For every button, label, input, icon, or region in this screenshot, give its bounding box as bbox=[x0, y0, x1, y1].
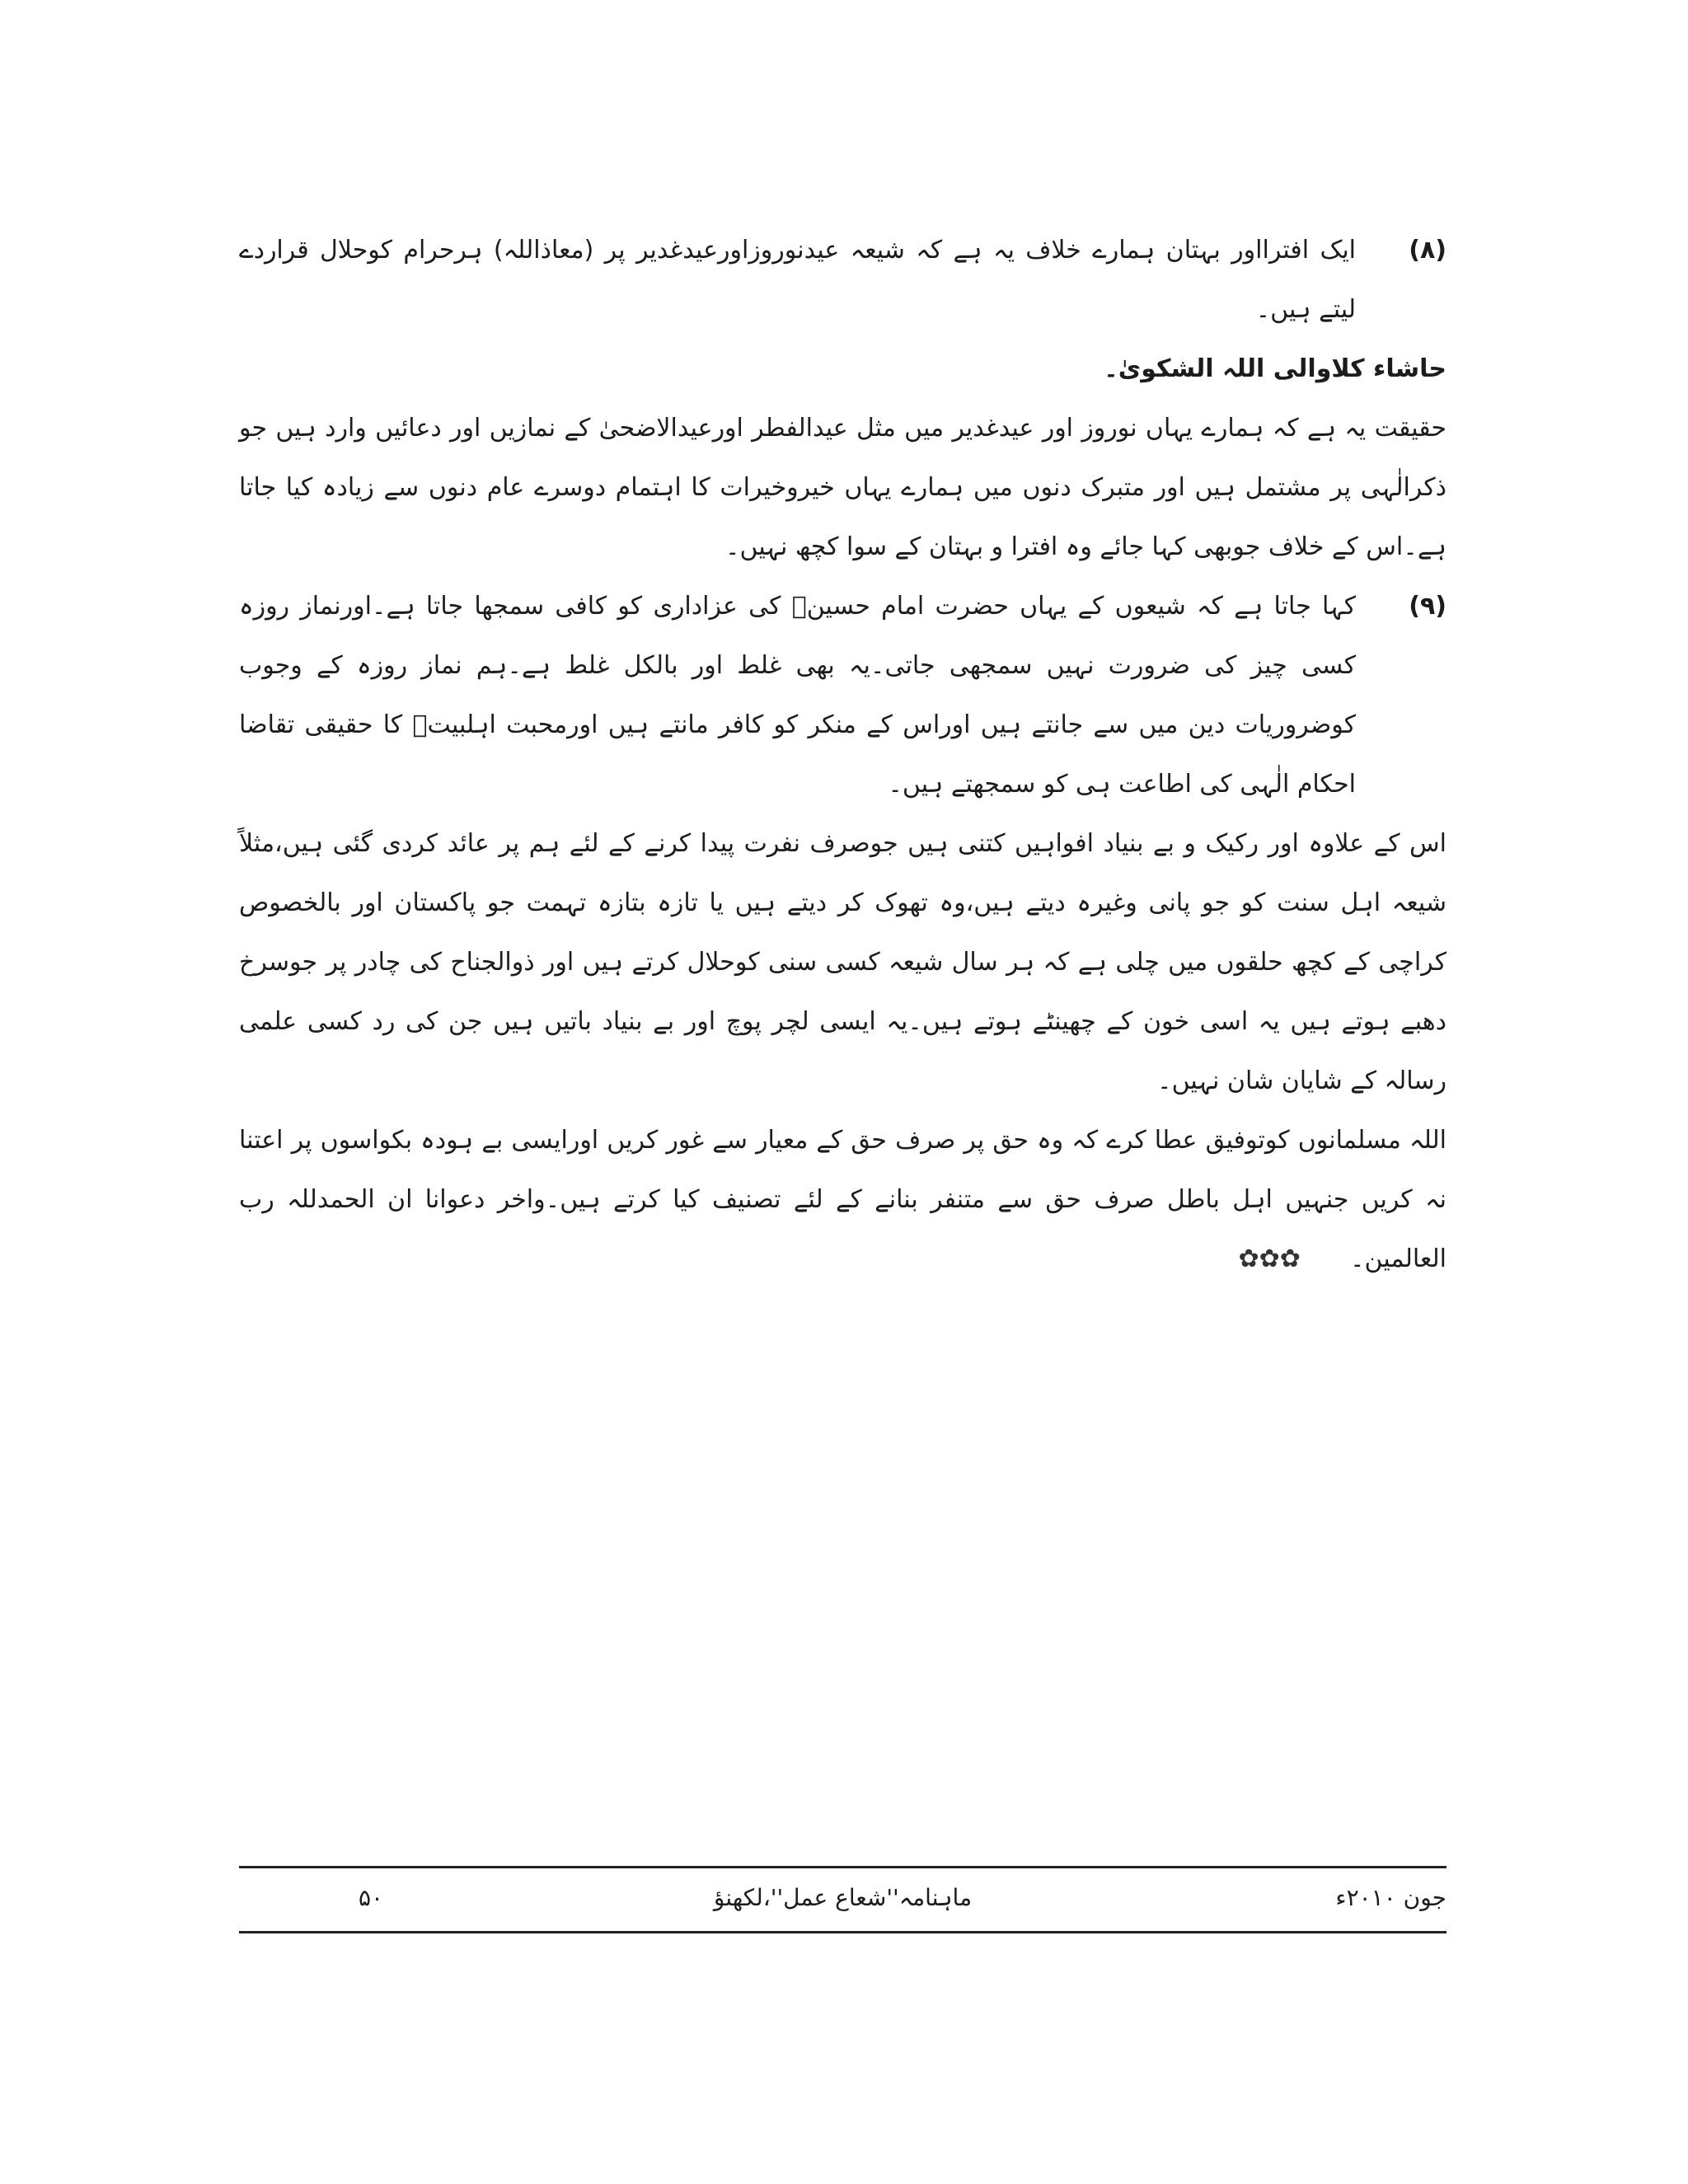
footer-journal-name: ماہنامہ''شعاع عمل''،لکھنؤ bbox=[713, 1884, 973, 1911]
paragraph-8-text: ایک افترااور بہتان ہمارے خلاف یہ ہے کہ شیعہ عیدنوروزاورعیدغدیر پر (معاذاللہ) ہرحرام کوحلال قراردے لیتے ہیں۔ bbox=[239, 236, 1356, 324]
exclamation-line: حاشاء کلاوالی اللہ الشکویٰ۔ bbox=[1104, 354, 1447, 383]
page-number: ۵۰ bbox=[359, 1884, 384, 1911]
paragraph-9 bbox=[239, 577, 1447, 814]
paragraph-number-9: (۹) bbox=[1409, 592, 1447, 621]
paragraph-9-text: کہا جاتا ہے کہ شیعوں کے یہاں حضرت امام حسینؑ کی عزاداری کو کافی سمجھا جاتا ہے۔اورنماز روزہ کسی چیز کی ضرورت نہیں سمجھی جاتی۔یہ بھی غلط اور بالکل غلط ہے۔ہم نماز روزہ کے وجوب کوضروریات دین میں سے جانتے ہیں اوراس کے منکر کو کافر مانتے ہیں اورمحبت اہلبیتؑ کا حقیقی تقاضا احکام الٰہی کی اطاعت ہی کو سمجھتے ہیں۔ bbox=[239, 592, 1356, 799]
paragraph-closing bbox=[239, 1111, 1447, 1289]
footer-top-rule bbox=[239, 1866, 1447, 1868]
footer-bottom-rule bbox=[239, 1931, 1447, 1933]
footer-issue-date: جون ۲۰۱۰ء bbox=[1335, 1884, 1447, 1911]
page-footer bbox=[239, 1876, 1447, 1925]
paragraph-rumors: اس کے علاوہ اور رکیک و بے بنیاد افواہیں کتنی ہیں جوصرف نفرت پیدا کرنے کے لئے ہم پر عائد کردی گئی ہیں،مثلاً شیعہ اہل سنت کو جو پانی وغیرہ دیتے ہیں،وہ تھوک کر دیتے ہیں یا تازہ بتازہ تہمت جو پاکستان اور بالخصوص کراچی کے کچھ حلقوں میں چلی ہے کہ ہر سال شیعہ کسی سنی کوحلال کرتے ہیں اور ذوالجناح کی چادر پر جوسرخ دھبے ہوتے ہیں یہ اسی خون کے چھینٹے ہوتے ہیں۔یہ ایسی لچر پوچ اور بے بنیاد باتیں ہیں جن کی رد کسی علمی رسالہ کے شایان شان نہیں۔ bbox=[239, 829, 1447, 1095]
closing-text: اللہ مسلمانوں کوتوفیق عطا کرے کہ وہ حق پر صرف حق کے معیار سے غور کریں اورایسی بے ہودہ بکواسوں پر اعتنا نہ کریں جنہیں اہل باطل صرف حق سے متنفر بنانے کے لئے تصنیف کیا کرتے ہیں۔واخر دعوانا ان الحمدللہ رب العالمین۔ bbox=[239, 1126, 1447, 1273]
paragraph-number-8: (۸) bbox=[1409, 236, 1447, 265]
article-body bbox=[239, 221, 1447, 1289]
paragraph-8 bbox=[239, 221, 1447, 340]
end-ornament: ✿✿✿ bbox=[1238, 1244, 1301, 1273]
paragraph-reality: حقیقت یہ ہے کہ ہمارے یہاں نوروز اور عیدغدیر میں مثل عیدالفطر اورعیدالاضحیٰ کے نمازیں اور دعائیں وارد ہیں جو ذکرالٰہی پر مشتمل ہیں اور متبرک دنوں میں ہمارے یہاں خیروخیرات کا اہتمام دوسرے عام دنوں سے زیادہ کیا جاتا ہے۔اس کے خلاف جوبھی کہا جائے وہ افترا و بہتان کے سوا کچھ نہیں۔ bbox=[239, 414, 1447, 561]
